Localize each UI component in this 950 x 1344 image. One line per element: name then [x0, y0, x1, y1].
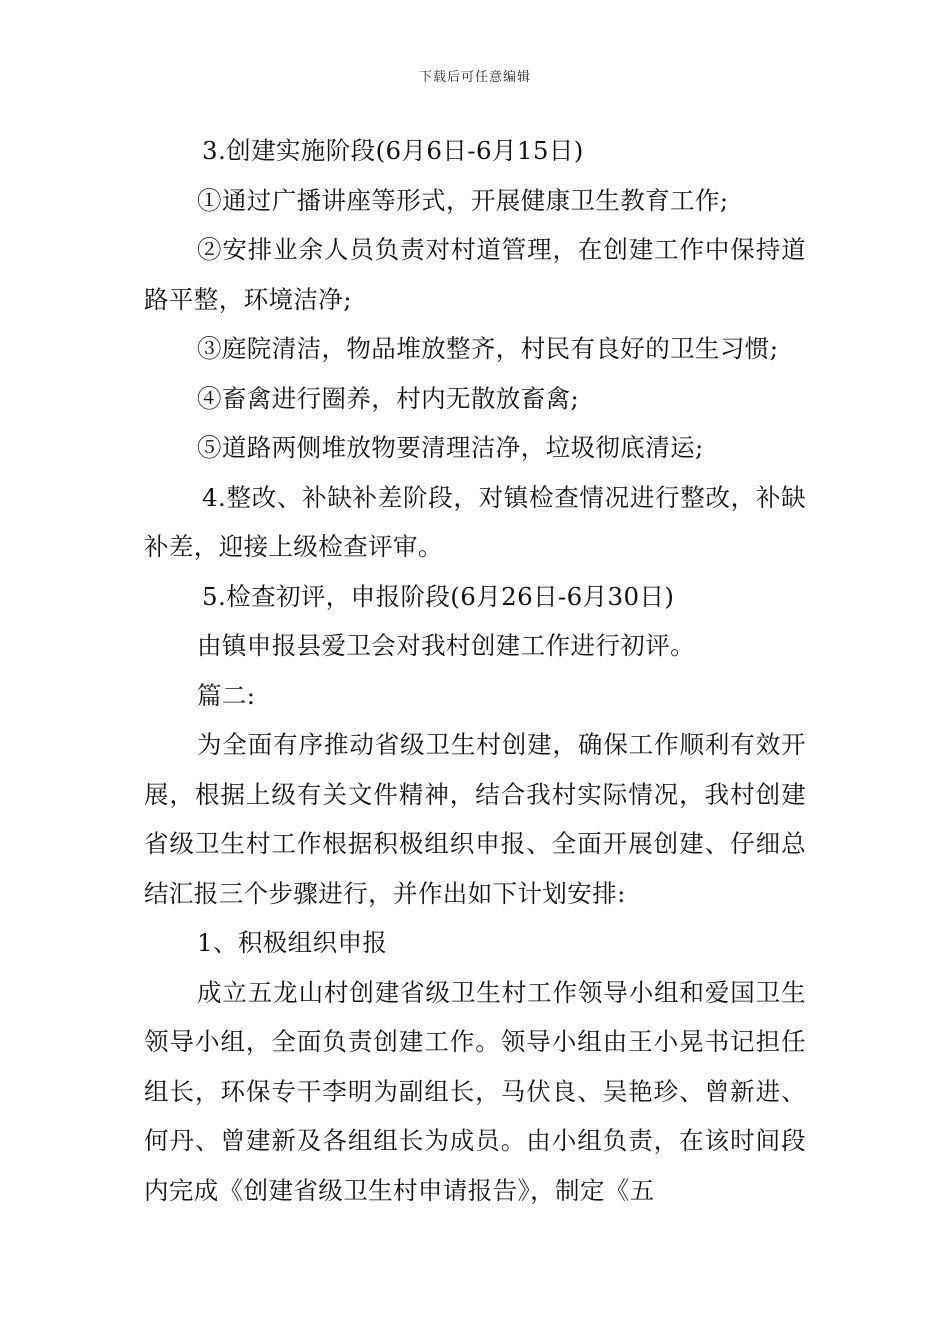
- paragraph-item-5: ⑤道路两侧堆放物要清理洁净，垃圾彻底清运;: [197, 433, 704, 462]
- header-note: 下载后可任意编辑: [418, 70, 531, 85]
- paragraph-phase-4: 4.整改、补缺补差阶段，对镇检查情况进行整改，补缺补差，迎接上级检查评审。: [144, 482, 806, 561]
- paragraph-step-1-detail: 成立五龙山村创建省级卫生村工作领导小组和爱国卫生领导小组，全面负责创建工作。领导小组由王小晃书记担任组长，环保专干李明为副组长，马伏良、吴艳珍、曾新进、何丹、曾建新及各组组长为成员。由小组负责，在该时间段内完成《创建省级卫生村申请报告》，制定《五: [144, 977, 806, 1205]
- paragraph-item-3: ③庭院清洁，物品堆放整齐，村民有良好的卫生习惯;: [197, 334, 779, 363]
- section-title-part-two: 篇二:: [197, 680, 256, 710]
- paragraph-phase-5-detail: 由镇申报县爱卫会对我村创建工作进行初评。: [197, 631, 695, 660]
- paragraph-phase-5-heading: 5.检查初评，申报阶段(6月26日-6月30日): [202, 581, 675, 611]
- paragraph-item-1: ①通过广播讲座等形式，开展健康卫生教育工作;: [197, 185, 729, 215]
- subheading-step-1: 1、积极组织申报: [197, 928, 388, 957]
- document-body: [144, 126, 806, 1215]
- paragraph-phase-3-heading: 3.创建实施阶段(6月6日-6月15日): [202, 136, 584, 165]
- paragraph-item-4: ④畜禽进行圈养，村内无散放畜禽;: [197, 383, 580, 413]
- paragraph-intro: 为全面有序推动省级卫生村创建，确保工作顺利有效开展，根据上级有关文件精神，结合我村实际情况，我村创建省级卫生村工作根据积极组织申报、全面开展创建、仔细总结汇报三个步骤进行，并作出如下计划安排:: [144, 730, 806, 908]
- paragraph-item-2: ②安排业余人员负责对村道管理，在创建工作中保持道路平整，环境洁净;: [144, 235, 806, 314]
